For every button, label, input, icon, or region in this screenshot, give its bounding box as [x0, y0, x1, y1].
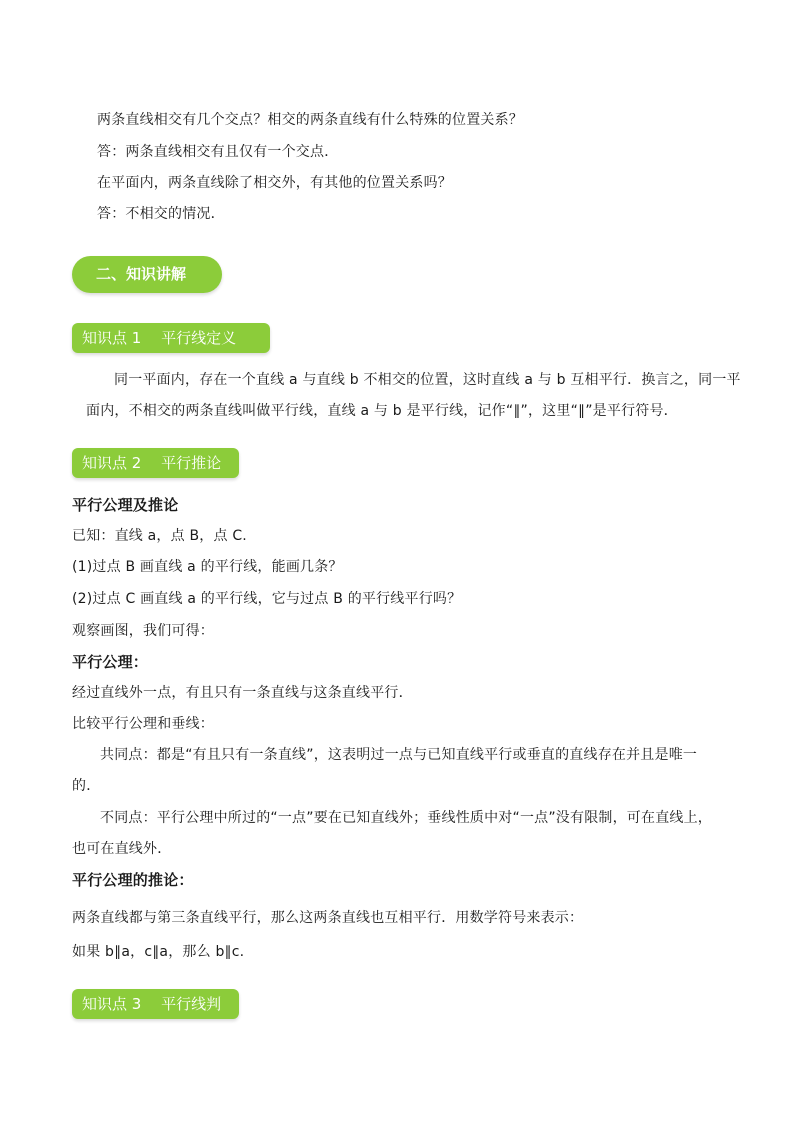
kp1-paragraph-line-2: 面内，不相交的两条直线叫做平行线，直线 a 与 b 是平行线，记作“∥”，这里“∥”是平行符号． — [86, 403, 678, 419]
kp2-same-line-1: 共同点：都是“有且只有一条直线”，这表明过一点与已知直线平行或垂直的直线存在并且是唯一 — [100, 747, 698, 763]
kp2-diff-line-2: 也可在直线外． — [72, 841, 172, 857]
kp2-question-1: (1)过点 B 画直线 a 的平行线，能画几条？ — [72, 559, 343, 575]
kp2-heading: 平行公理及推论 — [72, 496, 179, 514]
kp2-same-line-2: 的． — [72, 778, 101, 794]
kp2-given: 已知：直线 a，点 B，点 C. — [72, 528, 247, 544]
kp2-observe: 观察画图，我们可得： — [72, 623, 214, 639]
intro-question-1: 两条直线相交有几个交点？相交的两条直线有什么特殊的位置关系？ — [97, 112, 523, 128]
intro-answer-1: 答：两条直线相交有且仅有一个交点． — [97, 144, 339, 160]
kp2-question-2: (2)过点 C 画直线 a 的平行线，它与过点 B 的平行线平行吗？ — [72, 591, 462, 607]
kp1-paragraph-line-1: 同一平面内，存在一个直线 a 与直线 b 不相交的位置，这时直线 a 与 b 互相平行．换言之，同一平 — [114, 372, 741, 388]
kp2-axiom-heading: 平行公理： — [72, 653, 149, 671]
kp2-axiom: 经过直线外一点，有且只有一条直线与这条直线平行． — [72, 685, 413, 701]
knowledge-point-3-badge: 知识点 3 平行线判 — [72, 989, 239, 1019]
knowledge-point-1-badge: 知识点 1 平行线定义 — [72, 323, 270, 353]
kp2-corollary-heading: 平行公理的推论： — [72, 871, 194, 889]
kp2-corollary: 两条直线都与第三条直线平行，那么这两条直线也互相平行．用数学符号来表示： — [72, 910, 584, 926]
kp2-compare: 比较平行公理和垂线： — [72, 716, 214, 732]
knowledge-point-2-badge: 知识点 2 平行推论 — [72, 448, 239, 478]
kp2-diff-line-1: 不同点：平行公理中所过的“一点”要在已知直线外；垂线性质中对“一点”没有限制，可在直线上， — [100, 810, 713, 826]
section-title-badge: 二、知识讲解 — [72, 256, 222, 293]
intro-question-2: 在平面内，两条直线除了相交外，有其他的位置关系吗？ — [97, 175, 452, 191]
intro-answer-2: 答：不相交的情况． — [97, 206, 225, 222]
kp2-example: 如果 b∥a，c∥a，那么 b∥c. — [72, 944, 245, 960]
